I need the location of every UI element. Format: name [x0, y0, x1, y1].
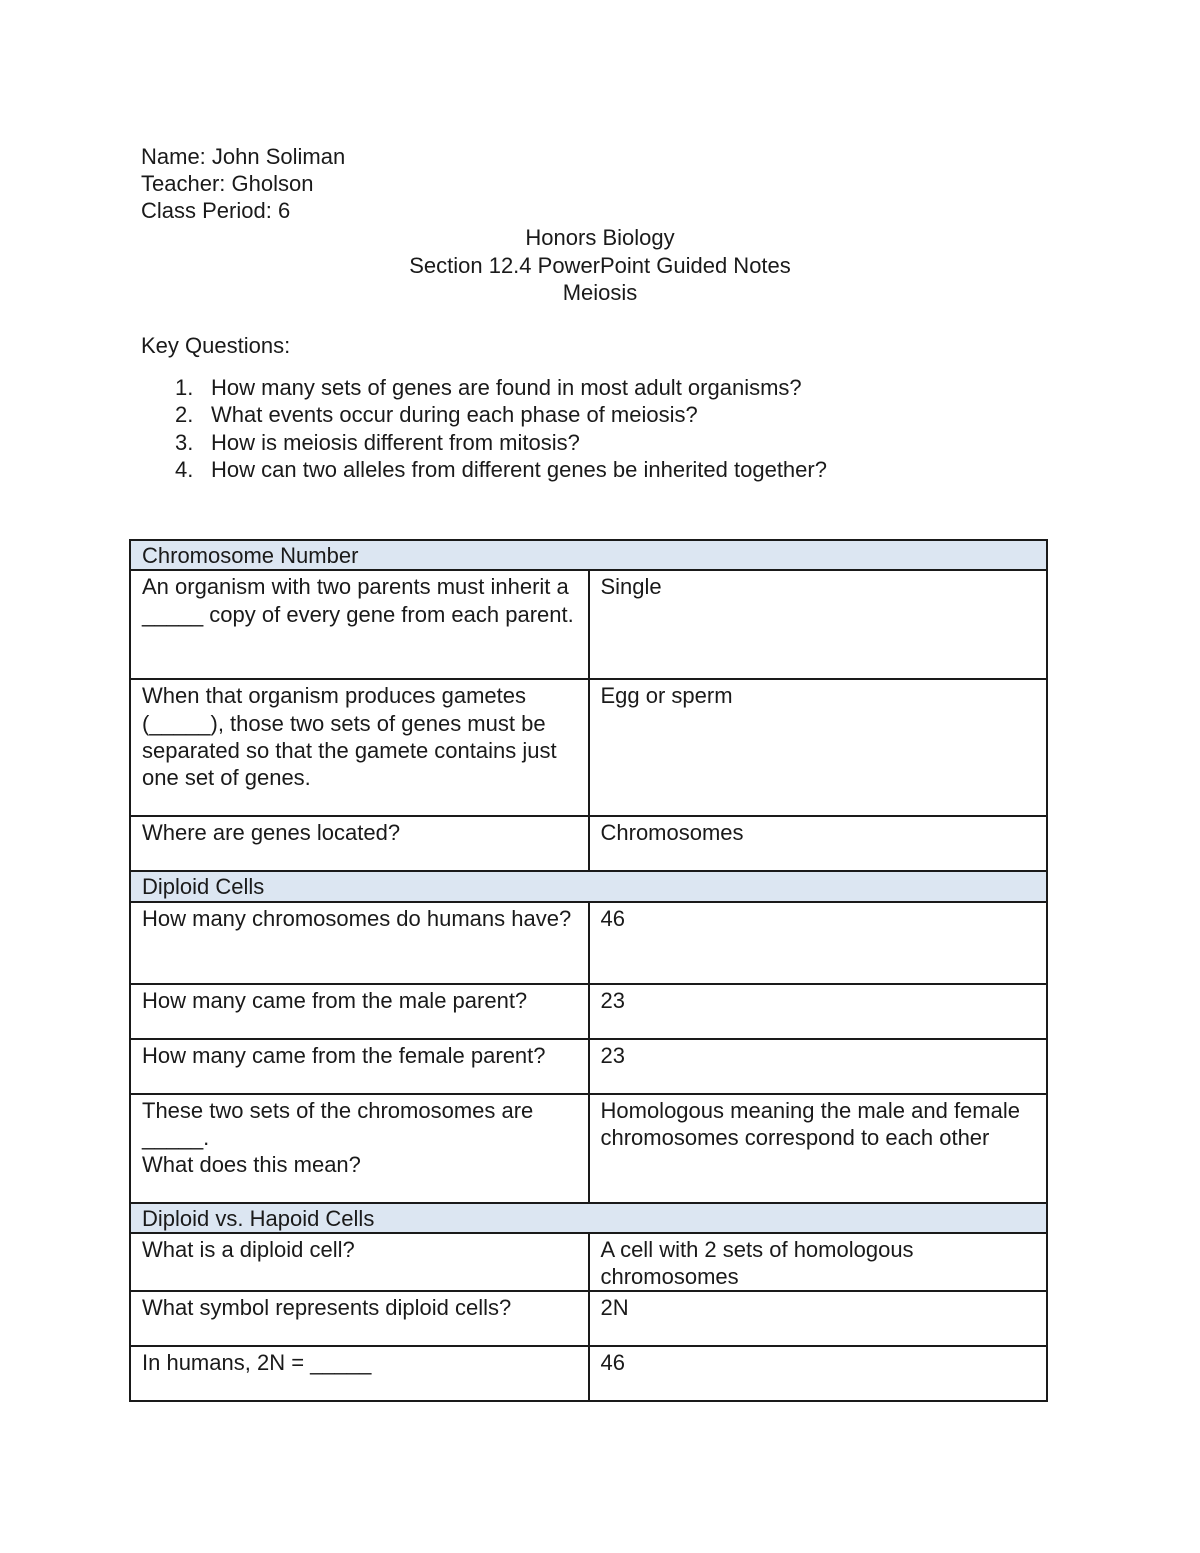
- answer-cell: 23: [589, 984, 1048, 1039]
- question-text: How can two alleles from different genes be inherited together?: [211, 456, 827, 482]
- section-heading: Diploid vs. Hapoid Cells: [130, 1203, 1047, 1233]
- question-cell: How many chromosomes do humans have?: [130, 902, 589, 984]
- key-question: [141, 374, 827, 401]
- student-info: [141, 143, 345, 224]
- answer-cell: 46: [589, 1346, 1048, 1401]
- answer-cell: 2N: [589, 1291, 1048, 1346]
- answer-cell: 46: [589, 902, 1048, 984]
- question-text: What events occur during each phase of meiosis?: [211, 402, 698, 428]
- student-name: Name: John Soliman: [141, 144, 346, 169]
- question-cell: Where are genes located?: [130, 816, 589, 871]
- key-questions-list: [141, 374, 827, 483]
- question-text-followup: What does this mean?: [142, 1152, 361, 1178]
- question-number: 2.: [175, 402, 194, 428]
- answer-cell: A cell with 2 sets of homologous chromosomes: [589, 1233, 1048, 1292]
- answer-cell: Egg or sperm: [589, 679, 1048, 816]
- key-question: [141, 429, 827, 456]
- table-row: [130, 1346, 1047, 1401]
- answer-cell: 23: [589, 1039, 1048, 1094]
- question-text: These two sets of the chromosomes are _____.: [142, 1097, 534, 1150]
- question-number: 3.: [175, 429, 194, 455]
- table-row: [130, 570, 1047, 679]
- answer-cell: Homologous meaning the male and female chromosomes correspond to each other: [589, 1094, 1048, 1203]
- table-row: [130, 1094, 1047, 1203]
- key-question: [141, 401, 827, 428]
- topic-title: Meiosis: [562, 280, 638, 305]
- teacher-name: Teacher: Gholson: [141, 171, 314, 196]
- table-row: [130, 679, 1047, 816]
- question-cell: When that organism produces gametes (_____), those two sets of genes must be separated so that the gamete contains just one set of genes.: [130, 679, 589, 816]
- class-period: Class Period: 6: [141, 198, 291, 223]
- key-question: [141, 456, 827, 483]
- section-header-row: [130, 1203, 1047, 1233]
- question-text: How many sets of genes are found in most adult organisms?: [211, 375, 802, 400]
- course-title: Honors Biology: [525, 225, 675, 250]
- table-row: [130, 816, 1047, 871]
- question-cell: How many came from the male parent?: [130, 984, 589, 1039]
- question-number: 4.: [175, 456, 194, 482]
- table-row: [130, 984, 1047, 1039]
- section-title: Section 12.4 PowerPoint Guided Notes: [409, 252, 791, 278]
- document-title: [0, 224, 1200, 307]
- table-row: [130, 1233, 1047, 1292]
- question-cell: In humans, 2N = _____: [130, 1346, 589, 1401]
- key-questions-label: Key Questions:: [141, 333, 291, 358]
- section-header-row: [130, 540, 1047, 570]
- question-cell: [130, 1094, 589, 1203]
- question-cell: What symbol represents diploid cells?: [130, 1291, 589, 1346]
- question-cell: What is a diploid cell?: [130, 1233, 589, 1292]
- section-header-row: [130, 871, 1047, 901]
- table-row: [130, 902, 1047, 984]
- notes-table: [129, 539, 1048, 1402]
- question-text: How is meiosis different from mitosis?: [211, 429, 580, 455]
- section-heading: Chromosome Number: [130, 540, 1047, 570]
- answer-cell: Single: [589, 570, 1048, 679]
- table-row: [130, 1039, 1047, 1094]
- question-cell: An organism with two parents must inherit a _____ copy of every gene from each parent.: [130, 570, 589, 679]
- section-heading: Diploid Cells: [130, 871, 1047, 901]
- question-number: 1.: [175, 375, 194, 400]
- question-cell: How many came from the female parent?: [130, 1039, 589, 1094]
- answer-cell: Chromosomes: [589, 816, 1048, 871]
- table-row: [130, 1291, 1047, 1346]
